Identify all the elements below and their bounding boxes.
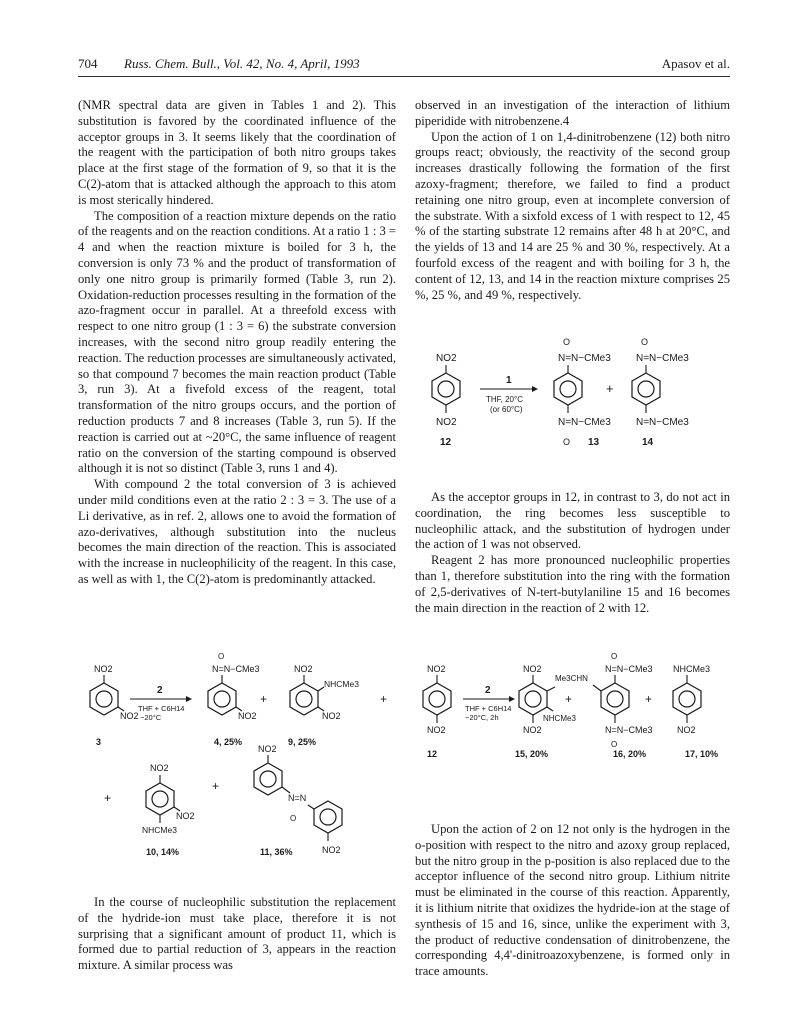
reaction-scheme-12-to-13-14 bbox=[420, 335, 730, 460]
paragraph: Reagent 2 has more pronounced nucleophilic properties than 1, therefore substitution into the ring with the formation of 2,5-derivatives of N-tert-butylaniline 15 and 16 becomes the main direction in the reaction of 2 with 12. bbox=[415, 553, 730, 615]
plus-sign: + bbox=[606, 381, 614, 396]
azoxy-label: N=N−CMe3 bbox=[605, 664, 653, 674]
oxygen-label: O bbox=[563, 437, 571, 447]
condition-text: −20°C bbox=[140, 713, 162, 722]
substituent-label: Me3CHN bbox=[555, 674, 588, 683]
benzene-ring-16 bbox=[593, 675, 629, 723]
benzene-ring-11 bbox=[254, 755, 290, 795]
paragraph: (NMR spectral data are given in Tables 1 and 2). This substitution is favored by the coordinated influence of the acceptor groups in 3. It seems likely that the coordination of the reagent with the participation of both nitro groups takes place at the first stage of the formation of 9, so that it is the C(2)-atom that is attacked although the approach to this atom is most sterically hindered. bbox=[78, 98, 396, 207]
azoxy-label: N=N−CMe3 bbox=[605, 725, 653, 735]
compound-label-9: 9, 25% bbox=[288, 737, 317, 747]
oxygen-label: O bbox=[563, 337, 571, 347]
nitro-label: NO2 bbox=[523, 664, 542, 674]
compound-label-4: 4, 25% bbox=[214, 737, 243, 747]
paragraph: The composition of a reaction mixture depends on the ratio of the reagents and on the reaction conditions. At a ratio 1 : 3 = 4 and when the reaction mixture is boiled for 3 h, the conversion is only 73 % and the product of transformation of only one nitro group is primarily formed (Table 3, run 2). Oxidation-reduction processes resulting in the formation of the azo-fragment occur in parallel. At a threefold excess with respect to one nitro group (1 : 3 = 6) the substrate conversion increases, with the second nitro group readily entering the reaction. The reduction processes are simultaneously activated, so that compound 7 becomes the main reaction product (Table 3, run 3). At a fivefold excess of the reagent, total transformation of the nitro groups occurs, and the portion of reduction products 7 and 8 increases (Table 3, run 5). If the reaction is carried out at ~20°C, the same influence of reagent ratio on the conversion of the starting compound is observed although it is not so distinct (Table 3, runs 1 and 4). bbox=[78, 208, 397, 476]
nitro-label: NO2 bbox=[322, 711, 341, 721]
benzene-ring-4 bbox=[208, 675, 242, 715]
compound-label-12: 12 bbox=[427, 749, 438, 759]
nitro-label: NO2 bbox=[120, 711, 139, 721]
compound-label-12: 12 bbox=[440, 437, 452, 448]
nitro-label: NO2 bbox=[294, 664, 313, 674]
nitro-label: NO2 bbox=[436, 417, 457, 428]
nitro-label: NO2 bbox=[238, 711, 257, 721]
benzene-ring-9 bbox=[290, 675, 324, 715]
azoxy-label: N=N−CMe3 bbox=[558, 353, 611, 364]
benzene-ring-14 bbox=[632, 365, 660, 413]
paragraph: Upon the action of 1 on 1,4-dinitrobenzene (12) both nitro groups react; obviously, the reactivity of the second group increases drastically following the formation of the first azoxy-fragment; therefore, we failed to find a product retaining one nitro group, even at incomplete conversion of the substrate. With a sixfold excess of 1 with respect to 12, 45 % of the starting substrate 12 remains after 48 h at 20°C, and the yields of 13 and 14 are 25 % and 30 %, respectively. At a fourfold excess of the reagent and with boiling for 3 h, the content of 12, 13, and 14 in the reaction mixture comprises 25 %, 25 %, and 49 %, respectively. bbox=[415, 129, 730, 302]
reaction-scheme-12-to-15-16-17 bbox=[415, 652, 735, 765]
substituent-label: NHCMe3 bbox=[673, 664, 711, 674]
plus-sign: + bbox=[645, 692, 653, 706]
benzene-ring-17 bbox=[673, 675, 701, 723]
oxygen-label: O bbox=[611, 740, 618, 749]
nitro-label: NO2 bbox=[322, 845, 341, 855]
oxygen-label: O bbox=[641, 337, 649, 347]
plus-sign: + bbox=[380, 692, 388, 706]
benzene-ring-11b bbox=[308, 801, 342, 841]
nitro-label: NO2 bbox=[94, 664, 113, 674]
nitro-label: NO2 bbox=[427, 725, 446, 735]
benzene-ring-10 bbox=[146, 775, 180, 823]
compound-label-15: 15, 20% bbox=[515, 749, 549, 759]
right-column-bottom bbox=[415, 822, 730, 980]
journal-citation: Russ. Chem. Bull., Vol. 42, No. 4, April, 1993 bbox=[124, 56, 360, 71]
paragraph: In the course of nucleophilic substitution the replacement of the hydride-ion must take place, therefore it is not surprising that a significant amount of product 11, which is formed due to partial reduction of 3, appears in the reaction mixture. A similar process was bbox=[78, 895, 396, 973]
nitro-label: NO2 bbox=[677, 725, 696, 735]
azo-label: N=N bbox=[288, 793, 307, 803]
compound-label-13: 13 bbox=[588, 437, 600, 448]
author-names: Apasov et al. bbox=[661, 56, 730, 71]
substituent-label: NHCMe3 bbox=[142, 825, 177, 835]
compound-label-11: 11, 36% bbox=[260, 847, 293, 857]
paragraph: Upon the action of 2 on 12 not only is the hydrogen in the o-position with respect to the nitro and azoxy group replaced, but the nitro group in the p-position is also replaced due to the acceptor influence of the second nitro group. Lithium nitrite must be eliminated in the course of this reaction. Apparently, it is lithium nitrite that oxidizes the hydride-ion at the stage of synthesis of 15 and 16, since, unlike the experiment with 3, the product of reductive condensation of dinitrobenzene, the corresponding 4,4'-dinitroazoxybenzene, is formed only in trace amounts. bbox=[415, 822, 730, 979]
benzene-ring-3 bbox=[90, 675, 124, 715]
nitro-label: NO2 bbox=[150, 763, 169, 773]
plus-sign: + bbox=[212, 779, 220, 793]
arrowhead bbox=[532, 386, 538, 392]
left-column-bottom bbox=[78, 895, 396, 974]
oxygen-label: O bbox=[290, 814, 297, 823]
nitro-label: NO2 bbox=[523, 725, 542, 735]
reagent-label: 2 bbox=[485, 685, 491, 696]
azoxy-label: N=N−CMe3 bbox=[558, 417, 611, 428]
running-header bbox=[78, 52, 730, 77]
condition-text: THF, 20°C bbox=[486, 395, 523, 404]
substituent-label: NHCMe3 bbox=[324, 679, 359, 689]
nitro-label: NO2 bbox=[258, 744, 277, 754]
benzene-ring-12 bbox=[432, 365, 460, 413]
reaction-scheme-3-to-4-9-10-11 bbox=[82, 652, 402, 865]
condition-text: THF + C6H14 bbox=[465, 704, 512, 713]
right-column-middle bbox=[415, 490, 730, 616]
condition-text: (or 60°C) bbox=[490, 405, 523, 414]
oxygen-label: O bbox=[218, 652, 225, 661]
benzene-ring-12 bbox=[423, 675, 451, 723]
compound-label-17: 17, 10% bbox=[685, 749, 719, 759]
arrowhead bbox=[186, 696, 192, 702]
page-number: 704 bbox=[78, 56, 98, 71]
arrowhead bbox=[509, 696, 515, 702]
condition-text: −20°C, 2h bbox=[465, 713, 499, 722]
azoxy-label: N=N−CMe3 bbox=[212, 664, 260, 674]
paragraph: As the acceptor groups in 12, in contrast to 3, do not act in coordination, the ring becomes less susceptible to nucleophilic attack, and the substitution of hydrogen under the action of 1 was not observed. bbox=[415, 490, 730, 552]
left-column-top bbox=[78, 98, 396, 588]
compound-label-16: 16, 20% bbox=[613, 749, 647, 759]
plus-sign: + bbox=[260, 692, 268, 706]
compound-label-10: 10, 14% bbox=[146, 847, 180, 857]
azoxy-label: N=N−CMe3 bbox=[636, 353, 689, 364]
compound-label-14: 14 bbox=[642, 437, 654, 448]
reagent-label: 1 bbox=[506, 375, 512, 386]
nitro-label: NO2 bbox=[427, 664, 446, 674]
compound-label-3: 3 bbox=[96, 737, 102, 747]
nitro-label: NO2 bbox=[436, 353, 457, 364]
paragraph: observed in an investigation of the interaction of lithium piperidide with nitrobenzene.4 bbox=[415, 98, 730, 128]
substituent-label: NHCMe3 bbox=[543, 714, 576, 723]
plus-sign: + bbox=[565, 692, 573, 706]
oxygen-label: O bbox=[611, 652, 618, 661]
benzene-ring-13 bbox=[554, 365, 582, 413]
paragraph: With compound 2 the total conversion of 3 is achieved under mild conditions even at the ratio 2 : 3 = 3. The use of a Li derivative, as in ref. 2, allows one to avoid the formation of azo-derivatives, although substitution into the nucleus becomes the main direction of the reaction. This is associated with the increase in nucleophilicity of the reagent. In this case, as well as with 1, the C(2)-atom is predominantly attacked. bbox=[78, 477, 396, 586]
nitro-label: NO2 bbox=[176, 811, 195, 821]
plus-sign: + bbox=[104, 791, 112, 805]
condition-text: THF + C6H14 bbox=[138, 704, 185, 713]
azoxy-label: N=N−CMe3 bbox=[636, 417, 689, 428]
reagent-label: 2 bbox=[157, 685, 163, 696]
right-column-top bbox=[415, 98, 730, 303]
